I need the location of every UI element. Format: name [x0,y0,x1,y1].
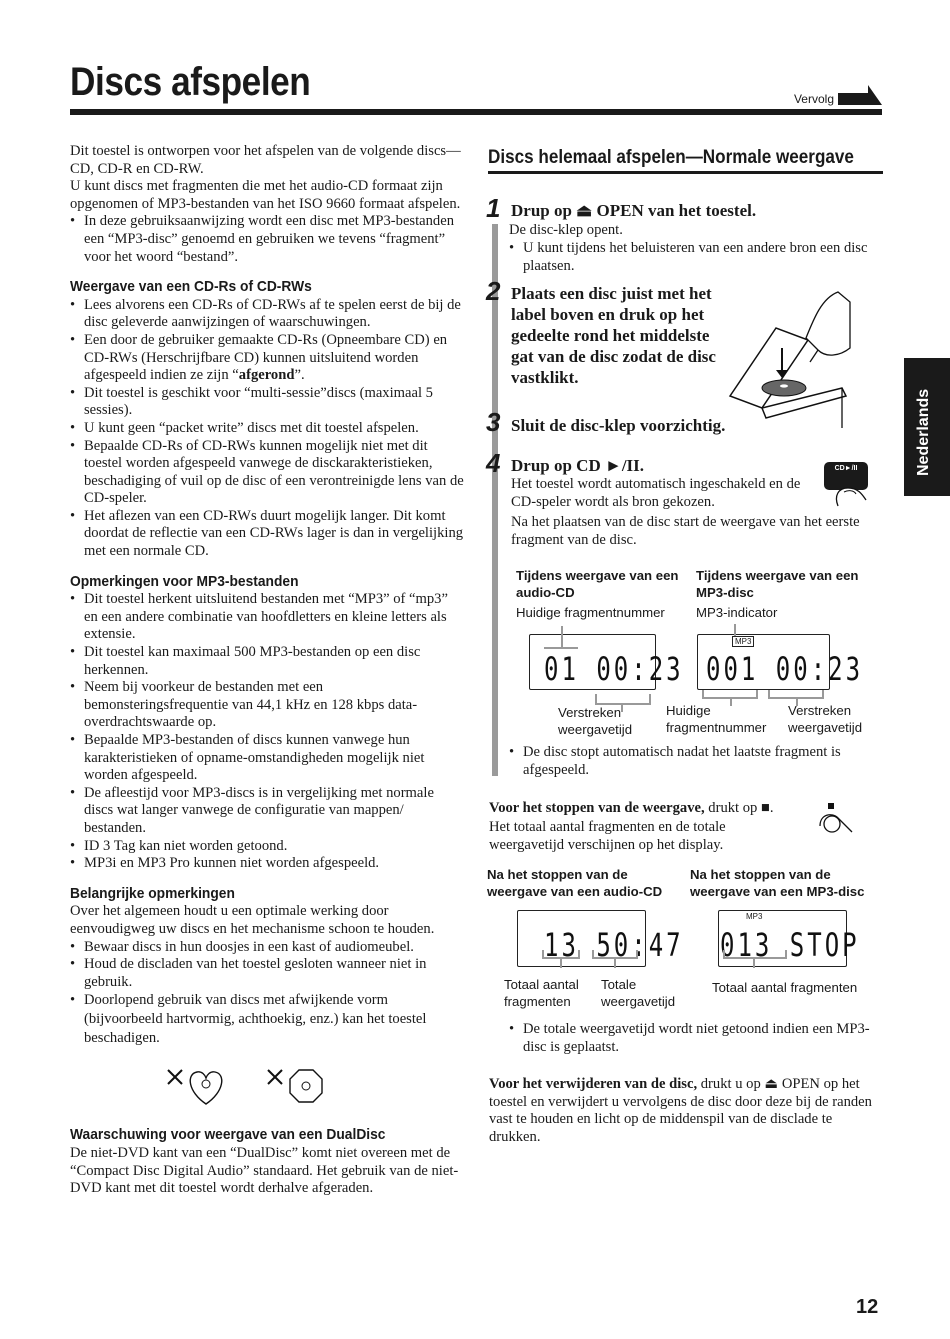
display-caption-mp3: Tijdens weergave van een MP3-disc [696,568,859,600]
remove-disc-instructions: Voor het verwijderen van de disc, drukt u op ⏏ OPEN op het toestel en verwijdert u vervolgens de disc door deze bij de randen vast te houden en licht op de middenspil van de disclade te drukken. [489,1076,872,1145]
section-heading-dualdisc: Waarschuwing voor weergave van een DualDisc [70,1126,386,1144]
step-text: Na het plaatsen van de disc start de weergave van het eerste fragment van de disc. [511,514,860,548]
list-item: • Dit toestel herkent uitsluitend bestanden met “MP3” of “mp3” en een andere combinatie van hoofdletters en kleine letters als extensie. [70,591,465,644]
list-item: • Het aflezen van een CD-RWs duurt mogelijk langer. Dit komt doordat de reflectie van een CD-RWs lager is dan in vergelijking met een normale CD. [70,508,465,561]
step-title: Drup op CD ►/ІІ. [511,456,645,475]
list-item: • Bepaalde MP3-bestanden of discs kunnen vanwege hun karakteristieken of opname-omstandigheden mogelijk niet worden afgespeeld. [70,732,465,785]
list-item: • ID 3 Tag kan niet worden getoond. [70,838,465,856]
mp3-indicator-icon: MP3 [746,912,763,921]
heart-disc-icon [166,1064,236,1108]
important-intro: Over het algemeen houdt u een optimale werking door eenvoudigweg uw discs en het mechanisme schoon te houden. [70,903,435,937]
stop-text: Het totaal aantal fragmenten en de totale weergavetijd verschijnen op het display. [489,819,726,853]
list-item: • Neem bij voorkeur de bestanden met een bemonsteringsfrequentie van 44,1 kHz en 128 kbps data-overdrachtswaarde op. [70,679,465,732]
intro-bullet: • In deze gebruiksaanwijzing wordt een disc met MP3-bestanden een “MP3-disc” genoemd en gebruiken we tevens “fragment” voor het woord “bestand”. [70,213,465,266]
step-title: Sluit de disc-klep voorzichtig. [511,416,726,435]
dualdisc-text: De niet-DVD kant van een “DualDisc” komt niet overeen met de “Compact Disc Digital Audio” standaard. Het gebruik van de niet-DVD kant met dit toestel wordt derhalve afgeraden. [70,1144,459,1197]
list-item: • Houd de discladen van het toestel gesloten wanneer niet in gebruik. [70,956,465,991]
mp3-indicator-icon: MP3 [732,636,754,647]
intro-paragraph: Dit toestel is ontworpen voor het afspelen van de volgende discs—CD, CD-R en CD-RW. [70,143,461,177]
label-current-track: Huidige fragmentnummer [516,605,665,620]
display-caption-stop-mp3: Na het stoppen van de weergave van een MP3-disc [690,867,865,899]
left-column [70,143,465,1198]
list-item: • Bepaalde CD-Rs of CD-RWs kunnen mogelijk niet met dit toestel worden afgespeeld vanwege de disckarakteristieken, beschadiging of vuil op de disc of een verontreinigde lens van de CD-speler. [70,438,465,508]
page-title: Discs afspelen [70,60,311,104]
right-column [488,143,883,184]
odd-shaped-discs-illustration [70,1058,465,1118]
step-number: 3 [486,407,501,437]
language-tab-label: Nederlands [915,388,932,476]
total-time-bullet: • De totale weergavetijd wordt niet getoond indien een MP3-disc is geplaatst. [509,1021,879,1056]
label-total-tracks: Totaal aantal fragmenten [712,980,858,995]
list-item: • Een door de gebruiker gemaakte CD-Rs (Opneembare CD) en CD-RWs (Herschrijfbare CD) kunnen uitsluitend worden afgespeeld indien ze zijn “afgerond”. [70,332,465,385]
label-elapsed-time: Verstreken weergavetijd [558,705,633,737]
heading-rule [488,171,883,174]
callout-lines [718,944,798,984]
list-item: • De afleestijd voor MP3-discs is in vergelijking met normale discs wat langer vanwege de configuratie van mappen/ bestanden. [70,785,465,838]
step-number: 1 [486,193,501,223]
disc-insert-illustration [722,278,852,438]
step-number: 2 [486,276,501,306]
stop-instructions: Voor het stoppen van de weergave, drukt op ■. [489,800,774,816]
section-heading-normal-play: Discs helemaal afspelen—Normale weergave [488,147,854,168]
label-total-tracks: Totaal aantal fragmenten [504,977,579,1009]
finger-press-icon [832,480,868,508]
section-heading-cdr: Weergave van een CD-Rs of CD-RWs [70,278,312,296]
step-text: De disc-klep opent. [509,222,623,238]
continued-label: Vervolg [793,92,834,106]
step-title: Drup op ⏏ OPEN van het toestel. [511,201,757,220]
label-elapsed-time: Verstreken weergavetijd [788,703,863,735]
display-caption-audio: Tijdens weergave van een audio-CD [516,568,679,600]
step-title: Plaats een disc juist met het label boven en druk op het gedeelte rond het middelste gat van de disc zodat de disc vastklikt. [511,284,716,387]
lcd-digits: 001 00:23 [706,650,864,688]
label-current-track: Huidige fragmentnummer [666,703,767,735]
list-item: • Dit toestel is geschikt voor “multi-sessie”discs (maximaal 5 sessies). [70,385,465,420]
label-mp3-indicator: MP3-indicator [696,605,778,620]
step-number: 4 [486,448,501,478]
list-item: • Dit toestel kan maximaal 500 MP3-bestanden op een disc herkennen. [70,644,465,679]
lcd-digits: 013 STOP [720,926,860,964]
list-item: • U kunt geen “packet write” discs met dit toestel afspelen. [70,420,465,438]
section-heading-important: Belangrijke opmerkingen [70,884,235,902]
label-total-time: Totale weergavetijd [601,977,676,1009]
list-item: • Bewaar discs in hun doosjes in een kast of audiomeubel. [70,939,465,957]
step-text: Het toestel wordt automatisch ingeschakeld en de CD-speler wordt als bron gekozen. [511,476,801,510]
bold-term: afgerond [238,367,295,384]
step-bullet: • U kunt tijdens het beluisteren van een andere bron een disc plaatsen. [509,240,879,275]
stop-bold-lead: Voor het stoppen van de weergave, [489,800,705,816]
lcd-digits: 13 50:47 [544,926,684,964]
list-item: • Lees alvorens een CD-Rs of CD-RWs af te spelen eerst de bij de disc geleverde aanwijzingen of waarschuwingen. [70,297,465,332]
intro-paragraph: U kunt discs met fragmenten die met het audio-CD formaat zijn opgenomen of MP3-bestanden van het ISO 9660 formaat afspelen. [70,178,461,212]
stop-button-icon[interactable] [818,800,858,840]
list-item: • Doorlopend gebruik van discs met afwijkende vorm (bijvoorbeeld hartvormig, achthoekig, enz.) kan het toestel beschadigen. [70,991,465,1048]
list-item: • MP3i en MP3 Pro kunnen niet worden afgespeeld. [70,855,465,873]
continue-arrow-icon [838,83,882,107]
remove-bold-lead: Voor het verwijderen van de disc, [489,1076,698,1092]
callout-lines [540,618,660,718]
auto-stop-bullet: • De disc stopt automatisch nadat het laatste fragment is afgespeeld. [509,744,879,779]
page-number: 12 [856,1296,879,1318]
octagon-disc-icon [266,1064,336,1108]
section-heading-mp3: Opmerkingen voor MP3-bestanden [70,572,299,590]
cd-play-pause-button[interactable]: CD►/ІІ [824,462,868,490]
lcd-digits: 01 00:23 [544,650,684,688]
display-caption-stop-audio: Na het stoppen van de weergave van een audio-CD [487,867,663,899]
title-rule [70,109,882,115]
